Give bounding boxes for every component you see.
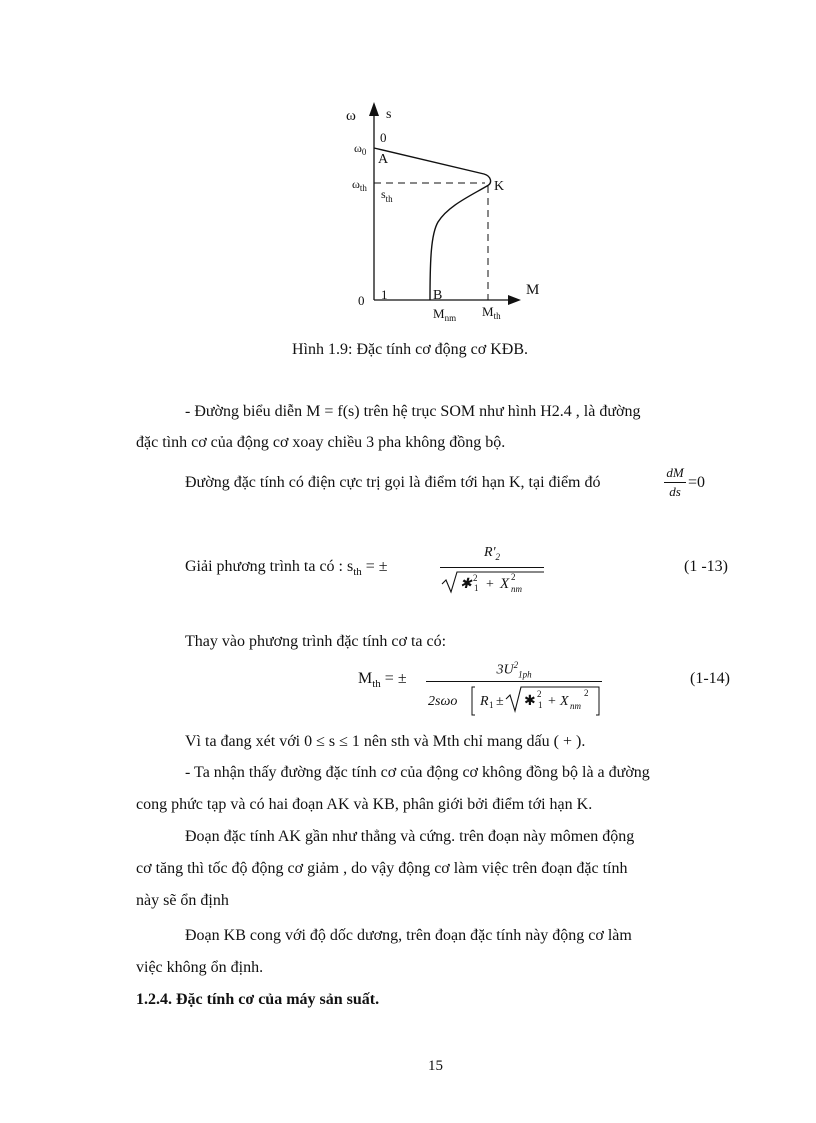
eq1-numerator: $R'_2$: [483, 545, 501, 562]
eq2-prefix: $M_{th}$ = ±: [358, 670, 407, 691]
para2-tail: =0: [688, 474, 706, 491]
fraction-bar: [664, 482, 686, 483]
x-sup: 2: [511, 572, 516, 582]
eq1-prefix: Giải phương trình ta có : $s_{th}$ = ±: [185, 558, 388, 579]
fraction-denominator: ds: [669, 484, 681, 499]
para4: Vì ta đang xét với 0 ≤ s ≤ 1 nên sth và Mth chỉ mang dấu ( + ).: [185, 733, 586, 750]
plus-minus: ±: [496, 694, 504, 709]
plus: +: [486, 577, 494, 592]
eq1-denominator: [440, 570, 546, 596]
eq1-number: (1 -13): [684, 558, 728, 575]
para3: Thay vào phương trình đặc tính cơ ta có:: [185, 633, 447, 650]
sub: 1: [474, 583, 479, 593]
dm-ds-fraction: [664, 466, 686, 499]
omega0-label: $\omega_0$: [354, 141, 367, 157]
section-heading: 1.2.4. Đặc tính cơ của máy sản suất.: [136, 991, 380, 1008]
sub: 1: [538, 700, 543, 710]
x-symbol: X: [560, 694, 569, 709]
mth-label: $M_{th}$: [482, 304, 501, 321]
point-k-label: K: [494, 179, 505, 194]
plus: +: [548, 694, 556, 709]
left-bracket: [472, 687, 475, 715]
s-axis-label: s: [386, 107, 392, 122]
omega-axis-label: ω: [346, 108, 356, 124]
figure-caption: Hình 1.9: Đặc tính cơ động cơ KĐB.: [292, 341, 528, 358]
omega-th-label: $\omega_{th}$: [352, 177, 367, 193]
x-sup: 2: [584, 688, 589, 698]
r-sub: 1: [489, 700, 494, 710]
eq2-number: (1-14): [690, 670, 730, 687]
eq2-denominator: [426, 683, 604, 717]
para6-line1: Đoạn đặc tính AK gần như thẳng và cứng. trên đoạn này mômen động: [185, 828, 635, 845]
x-symbol: X: [500, 576, 510, 592]
x-sub: nm: [570, 701, 581, 711]
characteristic-curve: [374, 148, 491, 300]
para6-line2: cơ tăng thì tốc độ động cơ giảm , do vậy động cơ làm việc trên đoạn đặc tính: [136, 860, 628, 877]
page-number: 15: [428, 1058, 443, 1074]
sup: 2: [473, 573, 478, 583]
fraction-numerator: dM: [666, 465, 684, 480]
para5-line2: cong phức tạp và có hai đoạn AK và KB, phân giới bởi điểm tới hạn K.: [136, 796, 593, 813]
vertical-axis-arrow: [369, 102, 379, 116]
para2-text: Đường đặc tính có điện cực trị gọi là điểm tới hạn K, tại điểm đó: [185, 474, 601, 491]
r-symbol: R: [480, 694, 489, 709]
eq1-fraction-bar: [440, 567, 544, 568]
para7-line1: Đoạn KB cong với độ dốc dương, trên đoạn đặc tính này động cơ làm: [185, 927, 632, 944]
den-coefficient: 2sωo: [428, 694, 458, 709]
point-a-label: A: [378, 152, 389, 167]
mnm-label: $M_{nm}$: [433, 306, 457, 323]
sup: 2: [537, 689, 542, 699]
para1-line2: đặc tình cơ của động cơ xoay chiều 3 pha không đồng bộ.: [136, 434, 506, 451]
eq2-numerator: $3U^2_{1ph}$: [496, 660, 532, 680]
s-one-label: 1: [381, 287, 388, 302]
para6-line3: này sẽ ổn định: [136, 892, 229, 909]
torque-speed-figure: [0, 0, 816, 340]
blob-glyph: ✱: [460, 577, 472, 592]
para5-line1: - Ta nhận thấy đường đặc tính cơ của động cơ không đồng bộ là a đường: [185, 764, 650, 781]
horizontal-axis-arrow: [508, 295, 521, 305]
point-b-label: B: [433, 288, 443, 303]
x-sub: nm: [511, 584, 522, 594]
origin-label: 0: [358, 293, 365, 308]
s-zero-label: 0: [380, 130, 387, 145]
blob-glyph: ✱: [524, 694, 536, 709]
m-axis-label: M: [526, 282, 540, 298]
right-bracket: [596, 687, 599, 715]
para7-line2: việc không ổn định.: [136, 959, 264, 976]
para1-line1: - Đường biểu diễn M = f(s) trên hệ trục SOM như hình H2.4 , là đường: [185, 403, 641, 420]
sth-label: $s_{th}$: [381, 187, 393, 204]
eq2-fraction-bar: [426, 681, 602, 682]
